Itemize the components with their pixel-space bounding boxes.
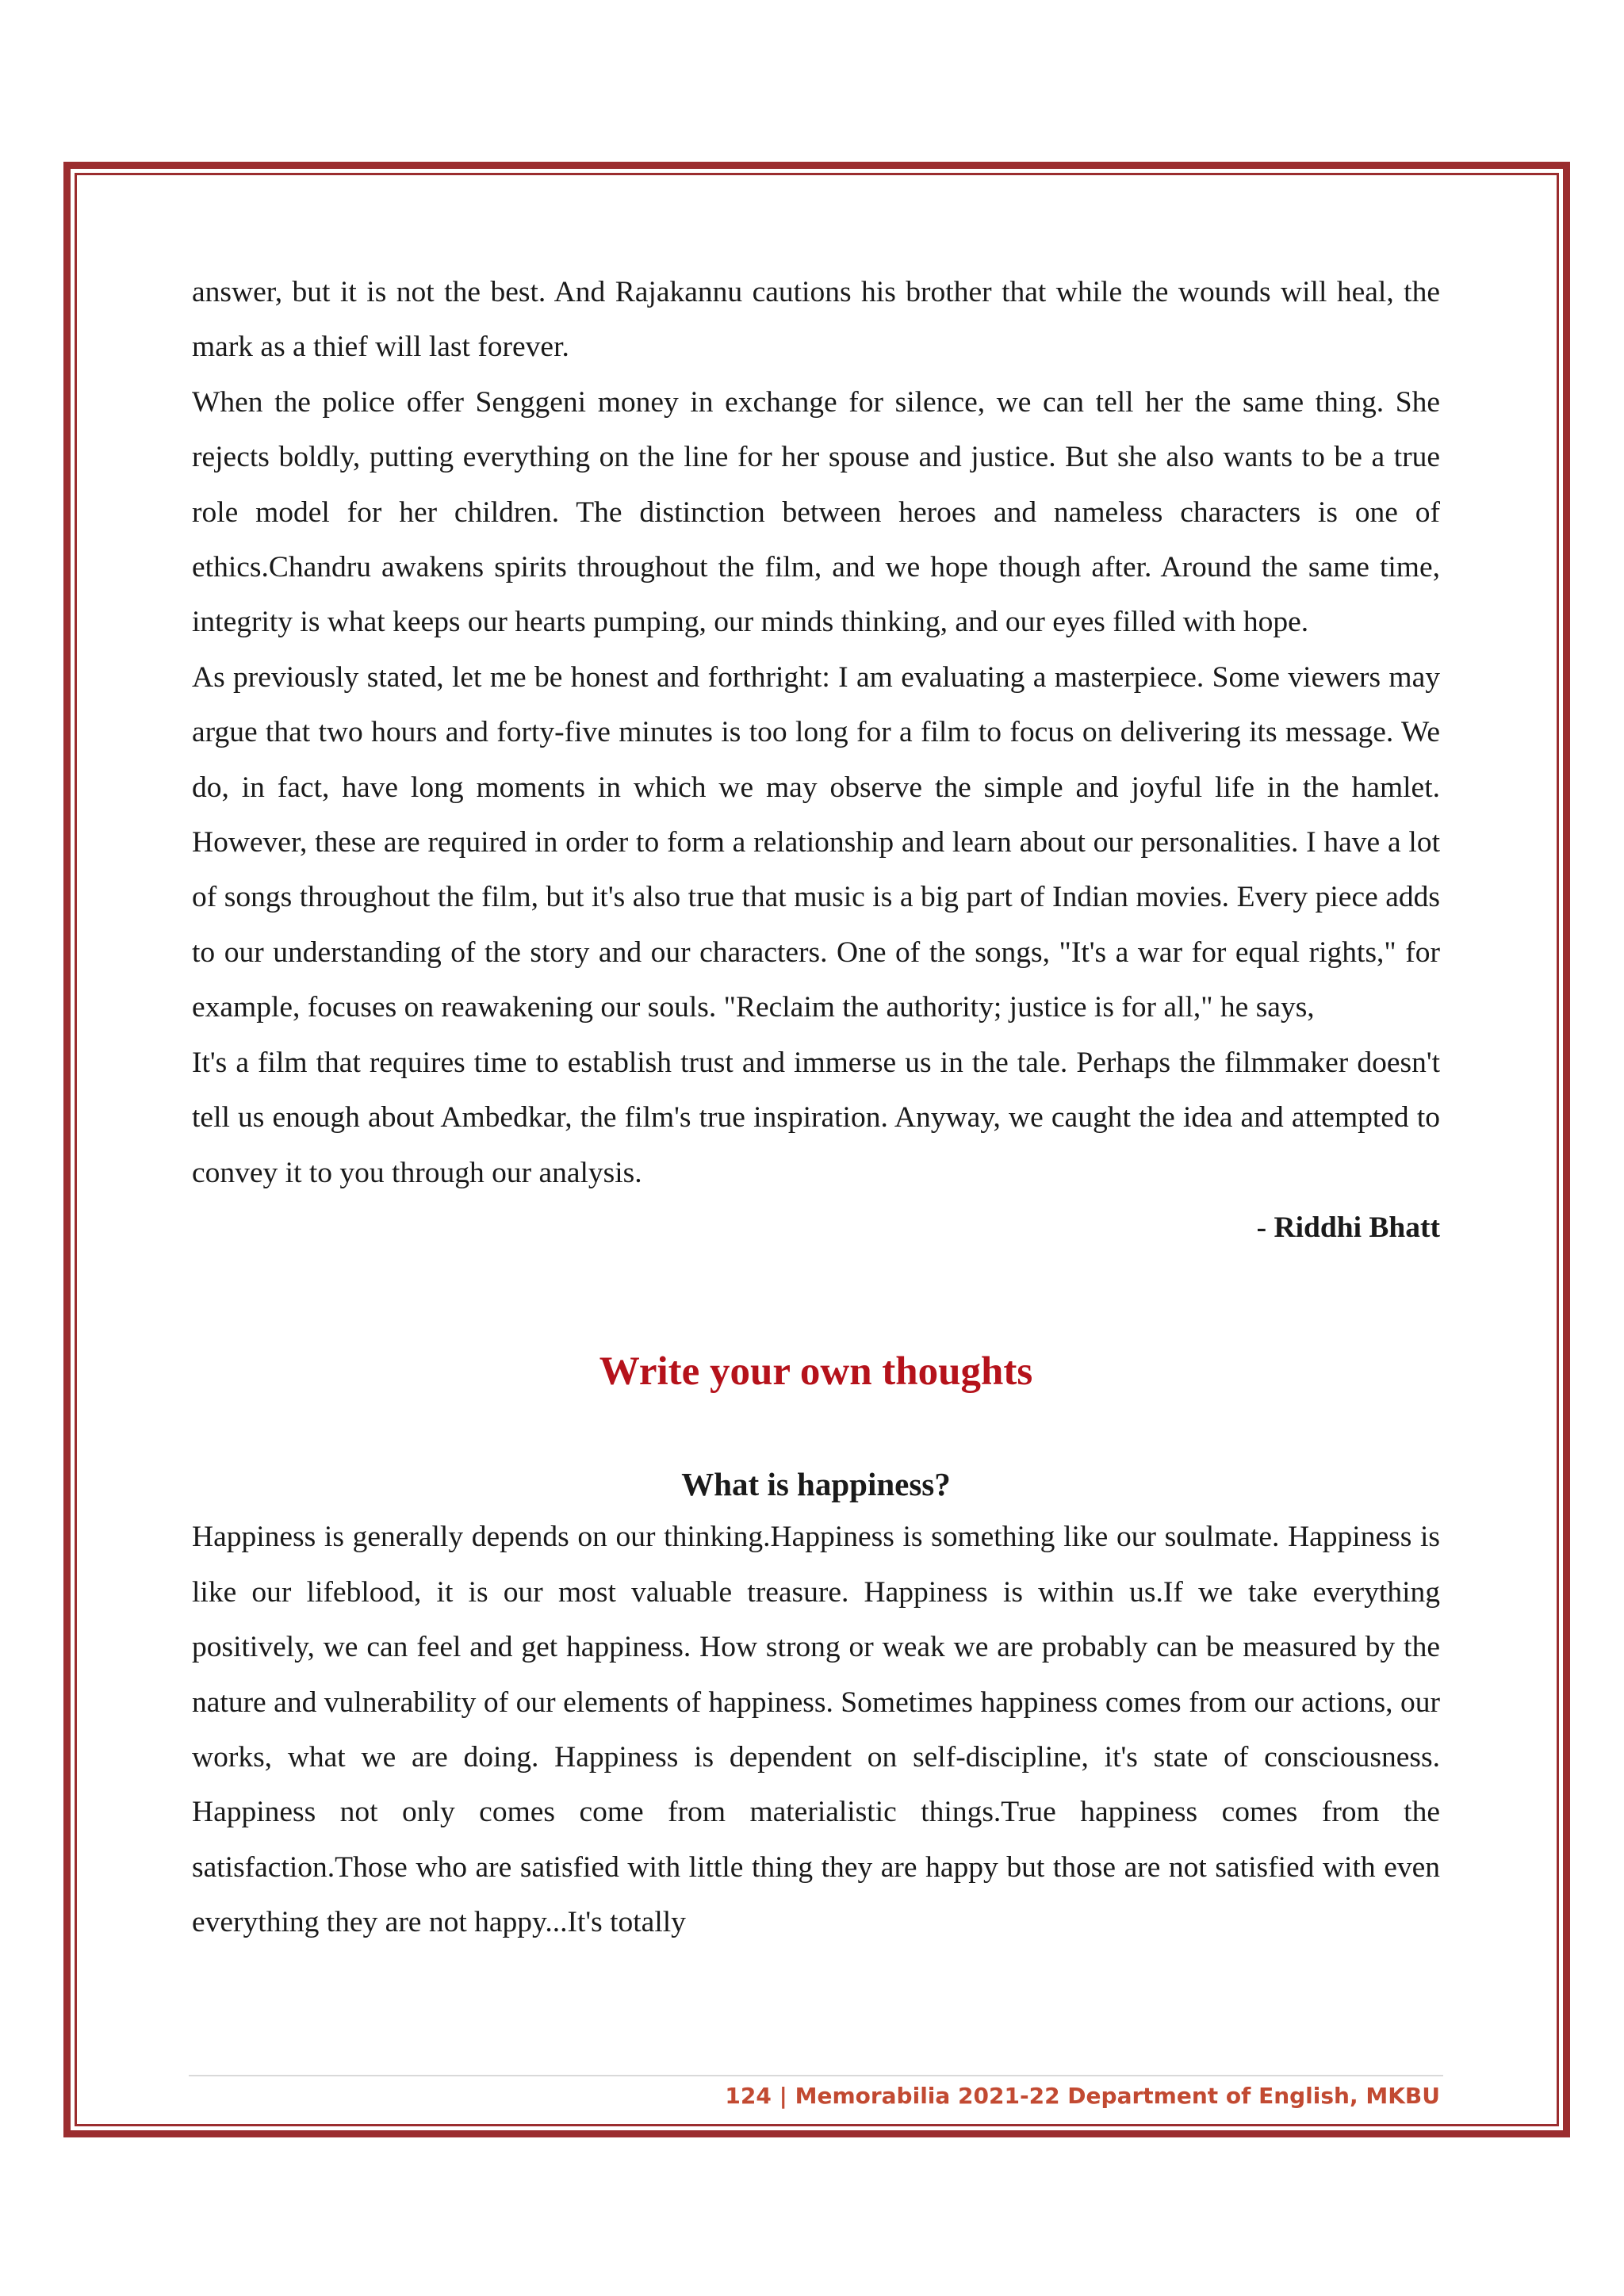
article-paragraph: As previously stated, let me be honest and forthright: I am evaluating a masterpiece. Some viewers may argue that two hours and forty-five minutes is too long for a film to focus on delivering its message. We do, in fact, have long moments in which we may observe the simple and joyful life in the hamlet. However, these are required in order to form a relationship and learn about our personalities. I have a lot of songs throughout the film, but it's also true that music is a big part of Indian movies. Every piece adds to our understanding of the story and our characters. One of the songs, "It's a war for equal rights," for example, focuses on reawakening our souls. "Reclaim the authority; justice is for all," he says, xyxy=(192,660,1440,1024)
page-content xyxy=(192,265,1440,1950)
page-footer: 124 | Memorabilia 2021-22 Department of English, MKBU xyxy=(725,2083,1440,2109)
essay-title: What is happiness? xyxy=(681,1466,951,1503)
essay-paragraph: Happiness is generally depends on our thinking.Happiness is something like our soulmate. Happiness is like our lifeblood, it is our most valuable treasure. Happiness is within us.If we take everything positively, we can feel and get happiness. How strong or weak we are probably can be measured by the nature and vulnerability of our elements of happiness. Sometimes happiness comes from our actions, our works, what we are doing. Happiness is dependent on self-discipline, it's state of consciousness. Happiness not only comes come from materialistic things.True happiness comes from the satisfaction.Those who are satisfied with little thing they are happy but those are not satisfied with even everything they are not happy...It's totally xyxy=(192,1521,1440,1939)
article-paragraph: It's a film that requires time to establish trust and immerse us in the tale. Perhaps the filmmaker doesn't tell us enough about Ambedkar, the film's true inspiration. Anyway, we caught the idea and attempted to convey it to you through our analysis. xyxy=(192,1046,1440,1189)
article-paragraph: When the police offer Senggeni money in exchange for silence, we can tell her the same thing. She rejects boldly, putting everything on the line for her spouse and justice. But she also wants to be a true role model for her children. The distinction between heroes and nameless characters is one of ethics.Chandru awakens spirits throughout the film, and we hope though after. Around the same time, integrity is what keeps our hearts pumping, our minds thinking, and our eyes filled with hope. xyxy=(192,385,1440,639)
author-signature: - Riddhi Bhatt xyxy=(1256,1211,1440,1244)
footer-divider xyxy=(189,2075,1443,2076)
section-title: Write your own thoughts xyxy=(599,1349,1033,1395)
article-paragraph: answer, but it is not the best. And Rajakannu cautions his brother that while the wounds will heal, the mark as a thief will last forever. xyxy=(192,276,1440,364)
